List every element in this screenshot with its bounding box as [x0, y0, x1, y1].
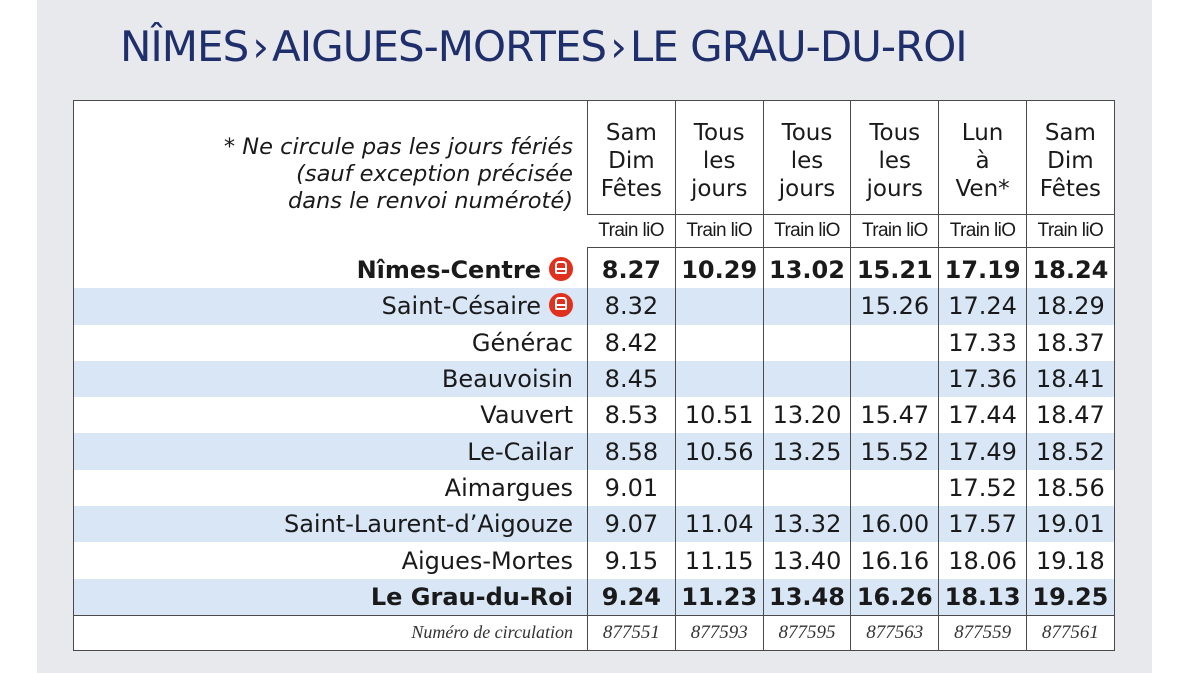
departure-time: 13.40	[763, 542, 851, 578]
column-days: Sam Dim Fêtes	[588, 101, 676, 215]
service-type: Train liO	[588, 215, 676, 248]
stop-name: Le-Cailar	[74, 433, 588, 469]
departure-time	[763, 361, 851, 397]
stop-name: Aigues-Mortes	[401, 546, 573, 575]
departure-time: 17.33	[939, 325, 1027, 361]
table-row	[74, 470, 1115, 506]
holiday-note: * Ne circule pas les jours fériés (sauf exception précisée dans le renvoi numéroté)	[223, 133, 573, 214]
departure-time: 18.06	[939, 542, 1027, 578]
departure-time: 18.41	[1026, 361, 1114, 397]
table-row	[74, 361, 1115, 397]
departure-time: 17.49	[939, 433, 1027, 469]
departure-time: 9.01	[588, 470, 676, 506]
train-number: 877595	[763, 615, 851, 650]
departure-time: 9.07	[588, 506, 676, 542]
departure-time: 17.52	[939, 470, 1027, 506]
departure-time: 10.29	[675, 248, 763, 289]
departure-time	[675, 288, 763, 324]
column-days: Tous les jours	[675, 101, 763, 215]
departure-time: 13.02	[763, 248, 851, 289]
departure-time: 10.56	[675, 433, 763, 469]
departure-time: 13.32	[763, 506, 851, 542]
service-type: Train liO	[939, 215, 1027, 248]
departure-time: 10.51	[675, 397, 763, 433]
departure-time: 18.47	[1026, 397, 1114, 433]
departure-time: 15.21	[851, 248, 939, 289]
departure-time	[763, 288, 851, 324]
page-title	[120, 22, 1120, 71]
train-station-icon	[549, 293, 573, 317]
stop-name: Saint-Césaire	[74, 288, 588, 324]
departure-time: 8.58	[588, 433, 676, 469]
table-row	[74, 397, 1115, 433]
departure-time: 19.18	[1026, 542, 1114, 578]
stops-body	[74, 248, 1115, 616]
departure-time: 9.24	[588, 579, 676, 616]
departure-time: 17.36	[939, 361, 1027, 397]
departure-time: 18.56	[1026, 470, 1114, 506]
stop-name: Vauvert	[480, 401, 573, 430]
departure-time: 18.13	[939, 579, 1027, 616]
departure-time: 19.25	[1026, 579, 1114, 616]
stop-name: Le Grau-du-Roi	[74, 579, 588, 616]
title-origin: NÎMES	[120, 22, 249, 71]
service-type: Train liO	[675, 215, 763, 248]
departure-time	[675, 325, 763, 361]
stop-name: Générac	[471, 328, 573, 357]
departure-time: 16.26	[851, 579, 939, 616]
stop-name: Saint-Laurent-d’Aigouze	[74, 506, 588, 542]
train-number-row	[74, 615, 1115, 650]
departure-time: 8.27	[588, 248, 676, 289]
stop-name: Aimargues	[444, 473, 573, 502]
column-days: Sam Dim Fêtes	[1026, 101, 1114, 215]
table-row	[74, 248, 1115, 289]
departure-time: 9.15	[588, 542, 676, 578]
column-days: Tous les jours	[851, 101, 939, 215]
departure-time: 18.37	[1026, 325, 1114, 361]
departure-time: 19.01	[1026, 506, 1114, 542]
departure-time	[851, 325, 939, 361]
train-station-icon	[549, 257, 573, 281]
train-number: 877559	[939, 615, 1027, 650]
train-number: 877593	[675, 615, 763, 650]
departure-time: 18.24	[1026, 248, 1114, 289]
service-type: Train liO	[851, 215, 939, 248]
departure-time: 8.42	[588, 325, 676, 361]
title-destination: LE GRAU-DU-ROI	[629, 22, 967, 71]
departure-time	[675, 361, 763, 397]
departure-time: 13.48	[763, 579, 851, 616]
departure-time: 8.53	[588, 397, 676, 433]
departure-time: 11.23	[675, 579, 763, 616]
departure-time: 18.52	[1026, 433, 1114, 469]
service-type: Train liO	[763, 215, 851, 248]
departure-time: 11.15	[675, 542, 763, 578]
table-row	[74, 579, 1115, 616]
timetable	[73, 100, 1115, 651]
departure-time: 16.00	[851, 506, 939, 542]
service-type: Train liO	[1026, 215, 1114, 248]
departure-time: 13.20	[763, 397, 851, 433]
departure-time: 17.19	[939, 248, 1027, 289]
departure-time: 15.47	[851, 397, 939, 433]
title-separator: ›	[610, 22, 626, 71]
departure-time: 8.45	[588, 361, 676, 397]
column-days: Tous les jours	[763, 101, 851, 215]
departure-time	[675, 470, 763, 506]
train-number: 877551	[588, 615, 676, 650]
train-number: 877561	[1026, 615, 1114, 650]
day-header-row	[74, 101, 1115, 215]
departure-time: 17.57	[939, 506, 1027, 542]
table-row	[74, 506, 1115, 542]
stop-name: Nîmes-Centre	[74, 248, 588, 289]
table-row	[74, 325, 1115, 361]
departure-time	[851, 361, 939, 397]
departure-time: 17.24	[939, 288, 1027, 324]
title-via: AIGUES-MORTES	[272, 22, 607, 71]
title-separator: ›	[252, 22, 269, 71]
departure-time: 8.32	[588, 288, 676, 324]
train-number: 877563	[851, 615, 939, 650]
table-row	[74, 542, 1115, 578]
stop-name: Beauvoisin	[74, 361, 588, 397]
departure-time: 17.44	[939, 397, 1027, 433]
departure-time: 16.16	[851, 542, 939, 578]
column-days: Lun à Ven*	[939, 101, 1027, 215]
train-number-label: Numéro de circulation	[74, 615, 588, 650]
departure-time: 18.29	[1026, 288, 1114, 324]
departure-time: 15.26	[851, 288, 939, 324]
table-row	[74, 433, 1115, 469]
departure-time	[763, 470, 851, 506]
departure-time: 15.52	[851, 433, 939, 469]
departure-time: 11.04	[675, 506, 763, 542]
departure-time	[851, 470, 939, 506]
departure-time	[763, 325, 851, 361]
table-row	[74, 288, 1115, 324]
departure-time: 13.25	[763, 433, 851, 469]
